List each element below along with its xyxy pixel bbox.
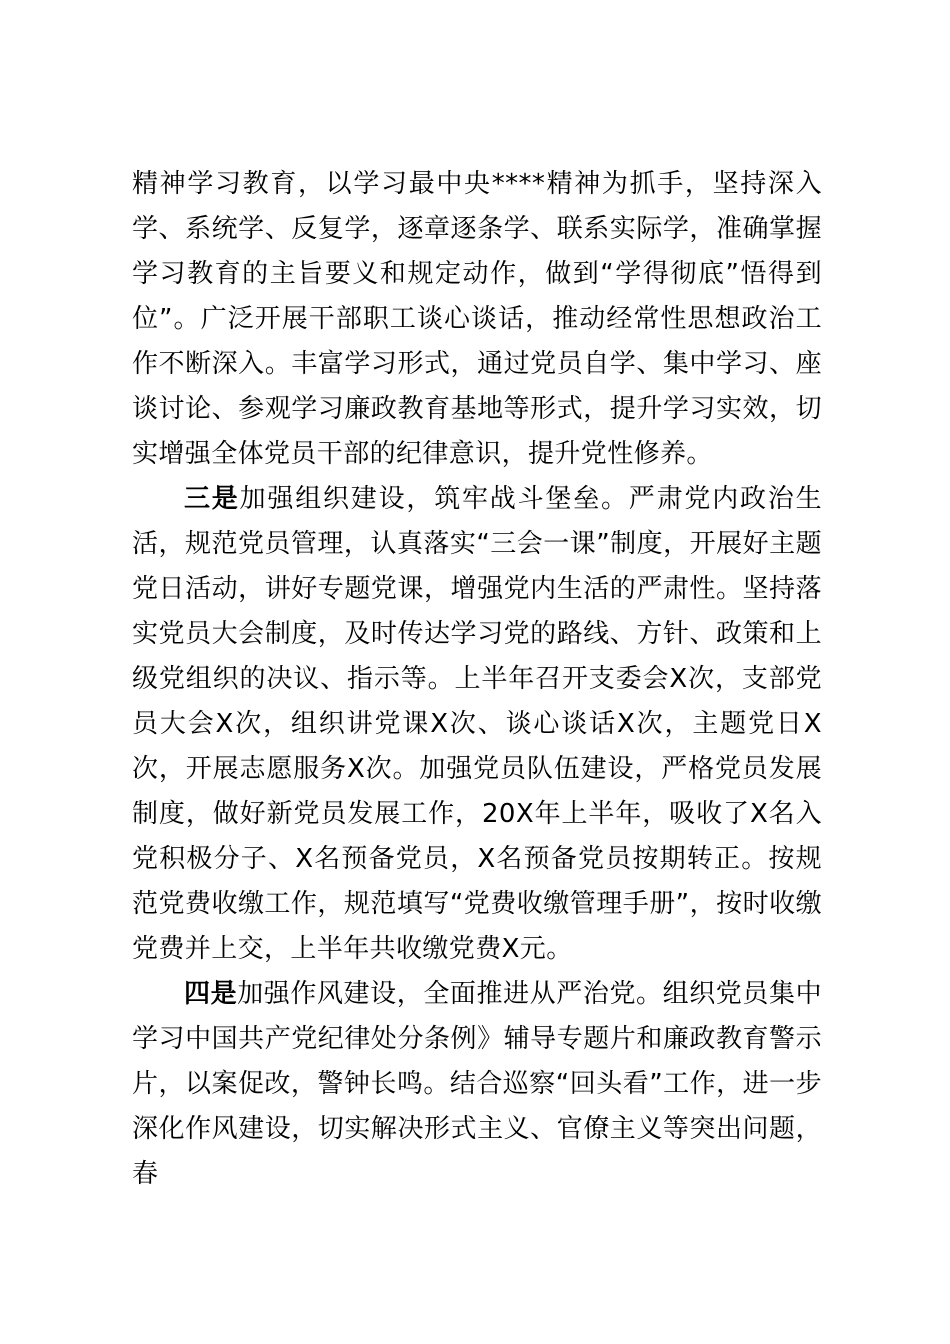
paragraph-3 — [132, 972, 822, 1197]
document-body — [132, 162, 822, 1197]
paragraph-2 — [132, 477, 822, 972]
paragraph-3-lead: 四是 — [184, 979, 238, 1009]
paragraph-2-lead: 三是 — [184, 484, 240, 514]
paragraph-2-text: 加强组织建设，筑牢战斗堡垒。严肃党内政治生活，规范党员管理，认真落实“三会一课”制度，开展好主题党日活动，讲好专题党课，增强党内生活的严肃性。坚持落实党员大会制度，及时传达学习党的路线、方针、政策和上级党组织的决议、指示等。上半年召开支委会X次，支部党员大会X次，组织讲党课X次、谈心谈话X次，主题党日X次，开展志愿服务X次。加强党员队伍建设，严格党员发展制度，做好新党员发展工作，20X年上半年，吸收了X名入党积极分子、X名预备党员，X名预备党员按期转正。按规范党费收缴工作，规范填写“党费收缴管理手册”，按时收缴党费并上交，上半年共收缴党费X元。 — [132, 484, 822, 964]
paragraph-1-text: 精神学习教育，以学习最中央****精神为抓手，坚持深入学、系统学、反复学，逐章逐条学、联系实际学，准确掌握学习教育的主旨要义和规定动作，做到“学得彻底”悟得到位”。广泛开展干部职工谈心谈话，推动经常性思想政治工作不断深入。丰富学习形式，通过党员自学、集中学习、座谈讨论、参观学习廉政教育基地等形式，提升学习实效，切实增强全体党员干部的纪律意识，提升党性修养。 — [132, 169, 822, 469]
paragraph-3-text: 加强作风建设，全面推进从严治党。组织党员集中学习中国共产党纪律处分条例》辅导专题片和廉政教育警示片，以案促改，警钟长鸣。结合巡察“回头看”工作，进一步深化作风建设，切实解决形式主义、官僚主义等突出问题，春 — [132, 979, 822, 1189]
paragraph-1 — [132, 162, 822, 477]
